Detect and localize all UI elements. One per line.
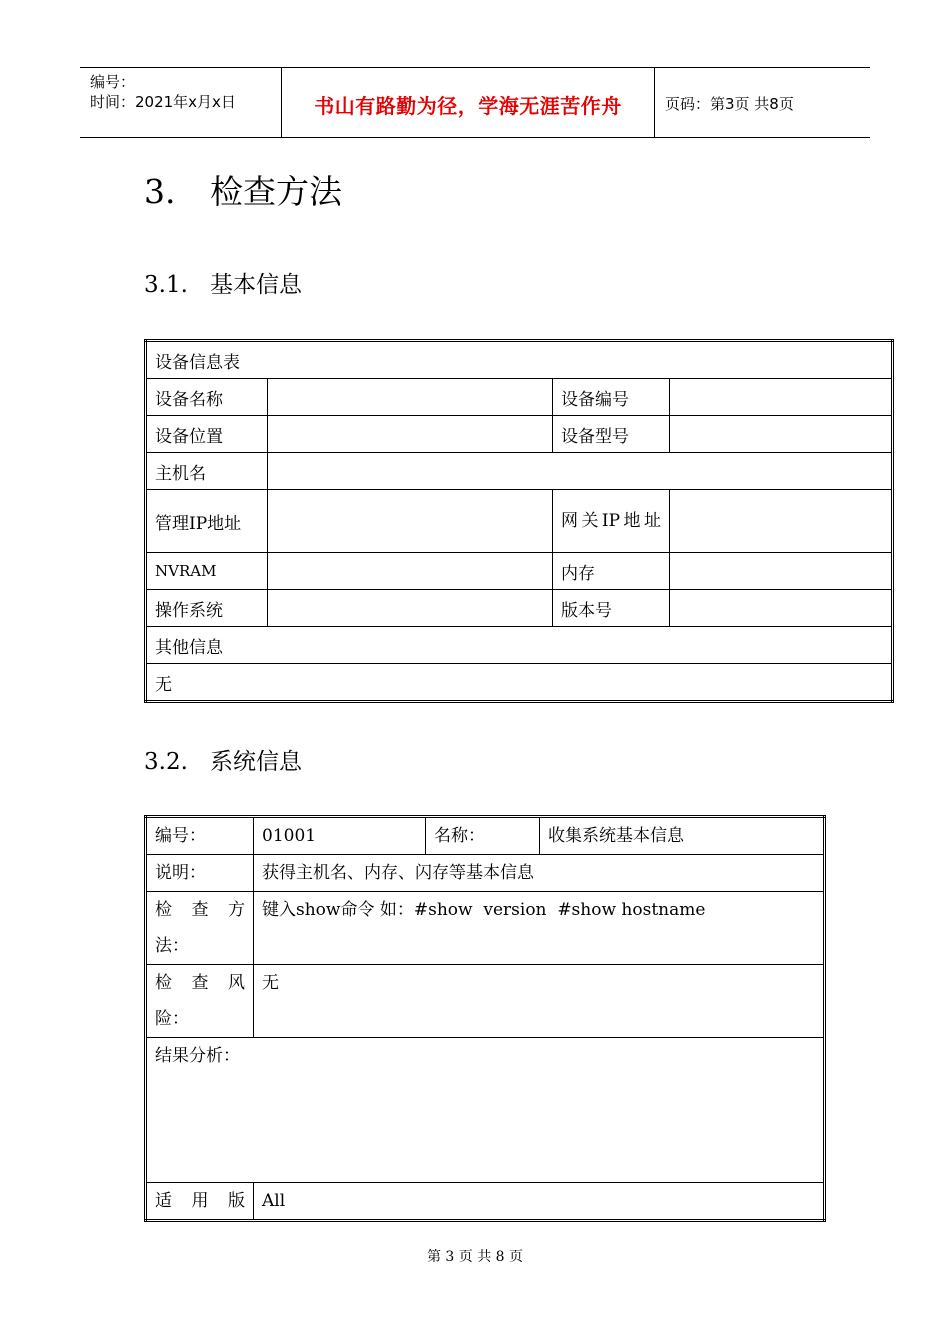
gateway-label: 网关IP地址 [561, 511, 661, 531]
cell-value [268, 453, 893, 490]
cell-value: 无 [254, 965, 825, 1038]
header-divider [654, 68, 655, 137]
method-label-line1: 检 查 方 [155, 900, 245, 920]
version-label: 适 用 版 [155, 1191, 245, 1211]
cell-value [268, 590, 553, 627]
subsection-title: 基本信息 [210, 272, 302, 298]
risk-label-line1: 检 查 风 [155, 973, 245, 993]
cell-label: 版本号 [553, 590, 670, 627]
table-row [146, 817, 825, 855]
cell-value [670, 490, 893, 553]
table-row [146, 1038, 825, 1183]
table-row [146, 590, 893, 627]
cell-value [268, 490, 553, 553]
subsection-title: 系统信息 [210, 749, 302, 775]
table-row [146, 341, 893, 379]
subsection-number: 3.1. [144, 272, 188, 298]
cell-value: 收集系统基本信息 [540, 817, 825, 855]
section-number: 3. [144, 172, 176, 211]
table-row [146, 490, 893, 553]
cell-label: 设备位置 [146, 416, 268, 453]
risk-label-line2: 险： [155, 1009, 189, 1029]
cell-value [268, 379, 553, 416]
table-row [146, 1183, 825, 1221]
page-footer: 第 3 页 共 8 页 [426, 1249, 524, 1265]
cell-label: 操作系统 [146, 590, 268, 627]
cell-label: 说明： [146, 855, 254, 892]
cell-value [670, 553, 893, 590]
table-row [146, 379, 893, 416]
cell-value: 获得主机名、内存、闪存等基本信息 [254, 855, 825, 892]
section-heading [144, 166, 342, 213]
table-caption: 设备信息表 [146, 341, 893, 379]
header-time: 时间：2021年x月x日 [90, 93, 236, 111]
header-meta [90, 72, 236, 112]
result-analysis: 结果分析： [146, 1038, 825, 1183]
section-title: 检查方法 [210, 172, 342, 211]
header-motto: 书山有路勤为径，学海无涯苦作舟 [314, 94, 622, 118]
table-row [146, 965, 825, 1038]
cell-label: 管理IP地址 [146, 490, 268, 553]
device-info-table [144, 339, 894, 703]
cell-value [670, 590, 893, 627]
header-page-info: 页码：第3页 共8页 [665, 95, 794, 113]
cell-value [268, 416, 553, 453]
other-info-value: 无 [146, 664, 893, 702]
cell-label: 编号： [146, 817, 254, 855]
cell-label: NVRAM [146, 553, 268, 590]
cell-label: 设备编号 [553, 379, 670, 416]
cell-value: All [254, 1183, 825, 1221]
cell-label [146, 892, 254, 965]
cell-label: 设备型号 [553, 416, 670, 453]
subsection-heading [144, 266, 302, 299]
page-header [80, 67, 870, 138]
cell-label: 主机名 [146, 453, 268, 490]
other-info-label: 其他信息 [146, 627, 893, 664]
cell-value [670, 379, 893, 416]
subsection-number: 3.2. [144, 749, 188, 775]
cell-value: 键入show命令 如：#show version #show hostname [254, 892, 825, 965]
table-row [146, 453, 893, 490]
table-row [146, 553, 893, 590]
cell-value [268, 553, 553, 590]
table-row [146, 416, 893, 453]
cell-label [146, 1183, 254, 1221]
table-row [146, 664, 893, 702]
cell-label: 设备名称 [146, 379, 268, 416]
table-row [146, 855, 825, 892]
cell-label [146, 965, 254, 1038]
table-row [146, 892, 825, 965]
system-info-table [144, 815, 826, 1222]
cell-value: 01001 [254, 817, 426, 855]
cell-label: 内存 [553, 553, 670, 590]
subsection-heading [144, 743, 302, 776]
method-label-line2: 法： [155, 936, 189, 956]
cell-value [670, 416, 893, 453]
table-row [146, 627, 893, 664]
cell-label [553, 490, 670, 553]
cell-label: 名称： [426, 817, 540, 855]
header-number: 编号： [90, 73, 136, 91]
